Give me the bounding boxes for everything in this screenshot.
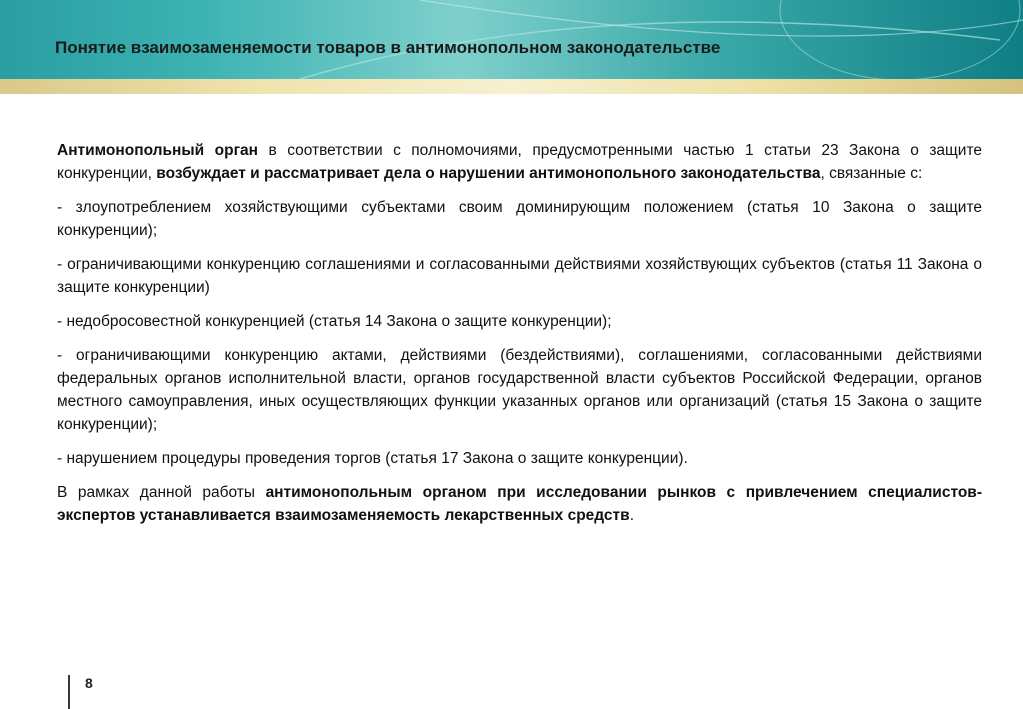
- intro-text: в соответствии с полномочиями, предусмотренными частью 1 статьи 23 Закона о защите конкуренции,: [57, 142, 982, 182]
- intro-bold-action: возбуждает и рассматривает дела о нарушении антимонопольного законодательства: [156, 165, 821, 182]
- intro-paragraph: [57, 139, 982, 185]
- slide-body: [57, 139, 982, 538]
- header-banner: [0, 0, 1023, 79]
- conclusion-paragraph: [57, 481, 982, 527]
- header-gold-band: [0, 79, 1023, 94]
- page-number: 8: [85, 675, 93, 691]
- list-item: - ограничивающими конкуренцию актами, действиями (бездействиями), соглашениями, согласованными действиями федеральных органов исполнительной власти, органов государственной власти субъектов Российской Федерации, органов местного самоуправления, иных осуществляющих функции указанных органов или организаций (статья 15 Закона о защите конкуренции);: [57, 347, 982, 433]
- footer-divider: [68, 675, 70, 709]
- intro-tail: , связанные с:: [820, 165, 923, 182]
- intro-bold-subject: Антимонопольный орган: [57, 142, 259, 159]
- list-item: - злоупотреблением хозяйствующими субъектами своим доминирующим положением (статья 10 Закона о защите конкуренции);: [57, 199, 982, 239]
- list-item: - ограничивающими конкуренцию соглашениями и согласованными действиями хозяйствующих субъектов (статья 11 Закона о защите конкуренции): [57, 256, 982, 296]
- conclusion-bold: антимонопольным органом при исследовании рынков с привлечением специалистов-экспертов устанавливается взаимозаменяемость лекарственных средств: [57, 484, 982, 524]
- list-item: - нарушением процедуры проведения торгов (статья 17 Закона о защите конкуренции).: [57, 450, 688, 467]
- conclusion-text: В рамках данной работы: [57, 484, 266, 501]
- list-item: - недобросовестной конкуренцией (статья 14 Закона о защите конкуренции);: [57, 313, 612, 330]
- conclusion-tail: .: [629, 507, 634, 524]
- page-title: Понятие взаимозаменяемости товаров в антимонопольном законодательстве: [55, 38, 721, 57]
